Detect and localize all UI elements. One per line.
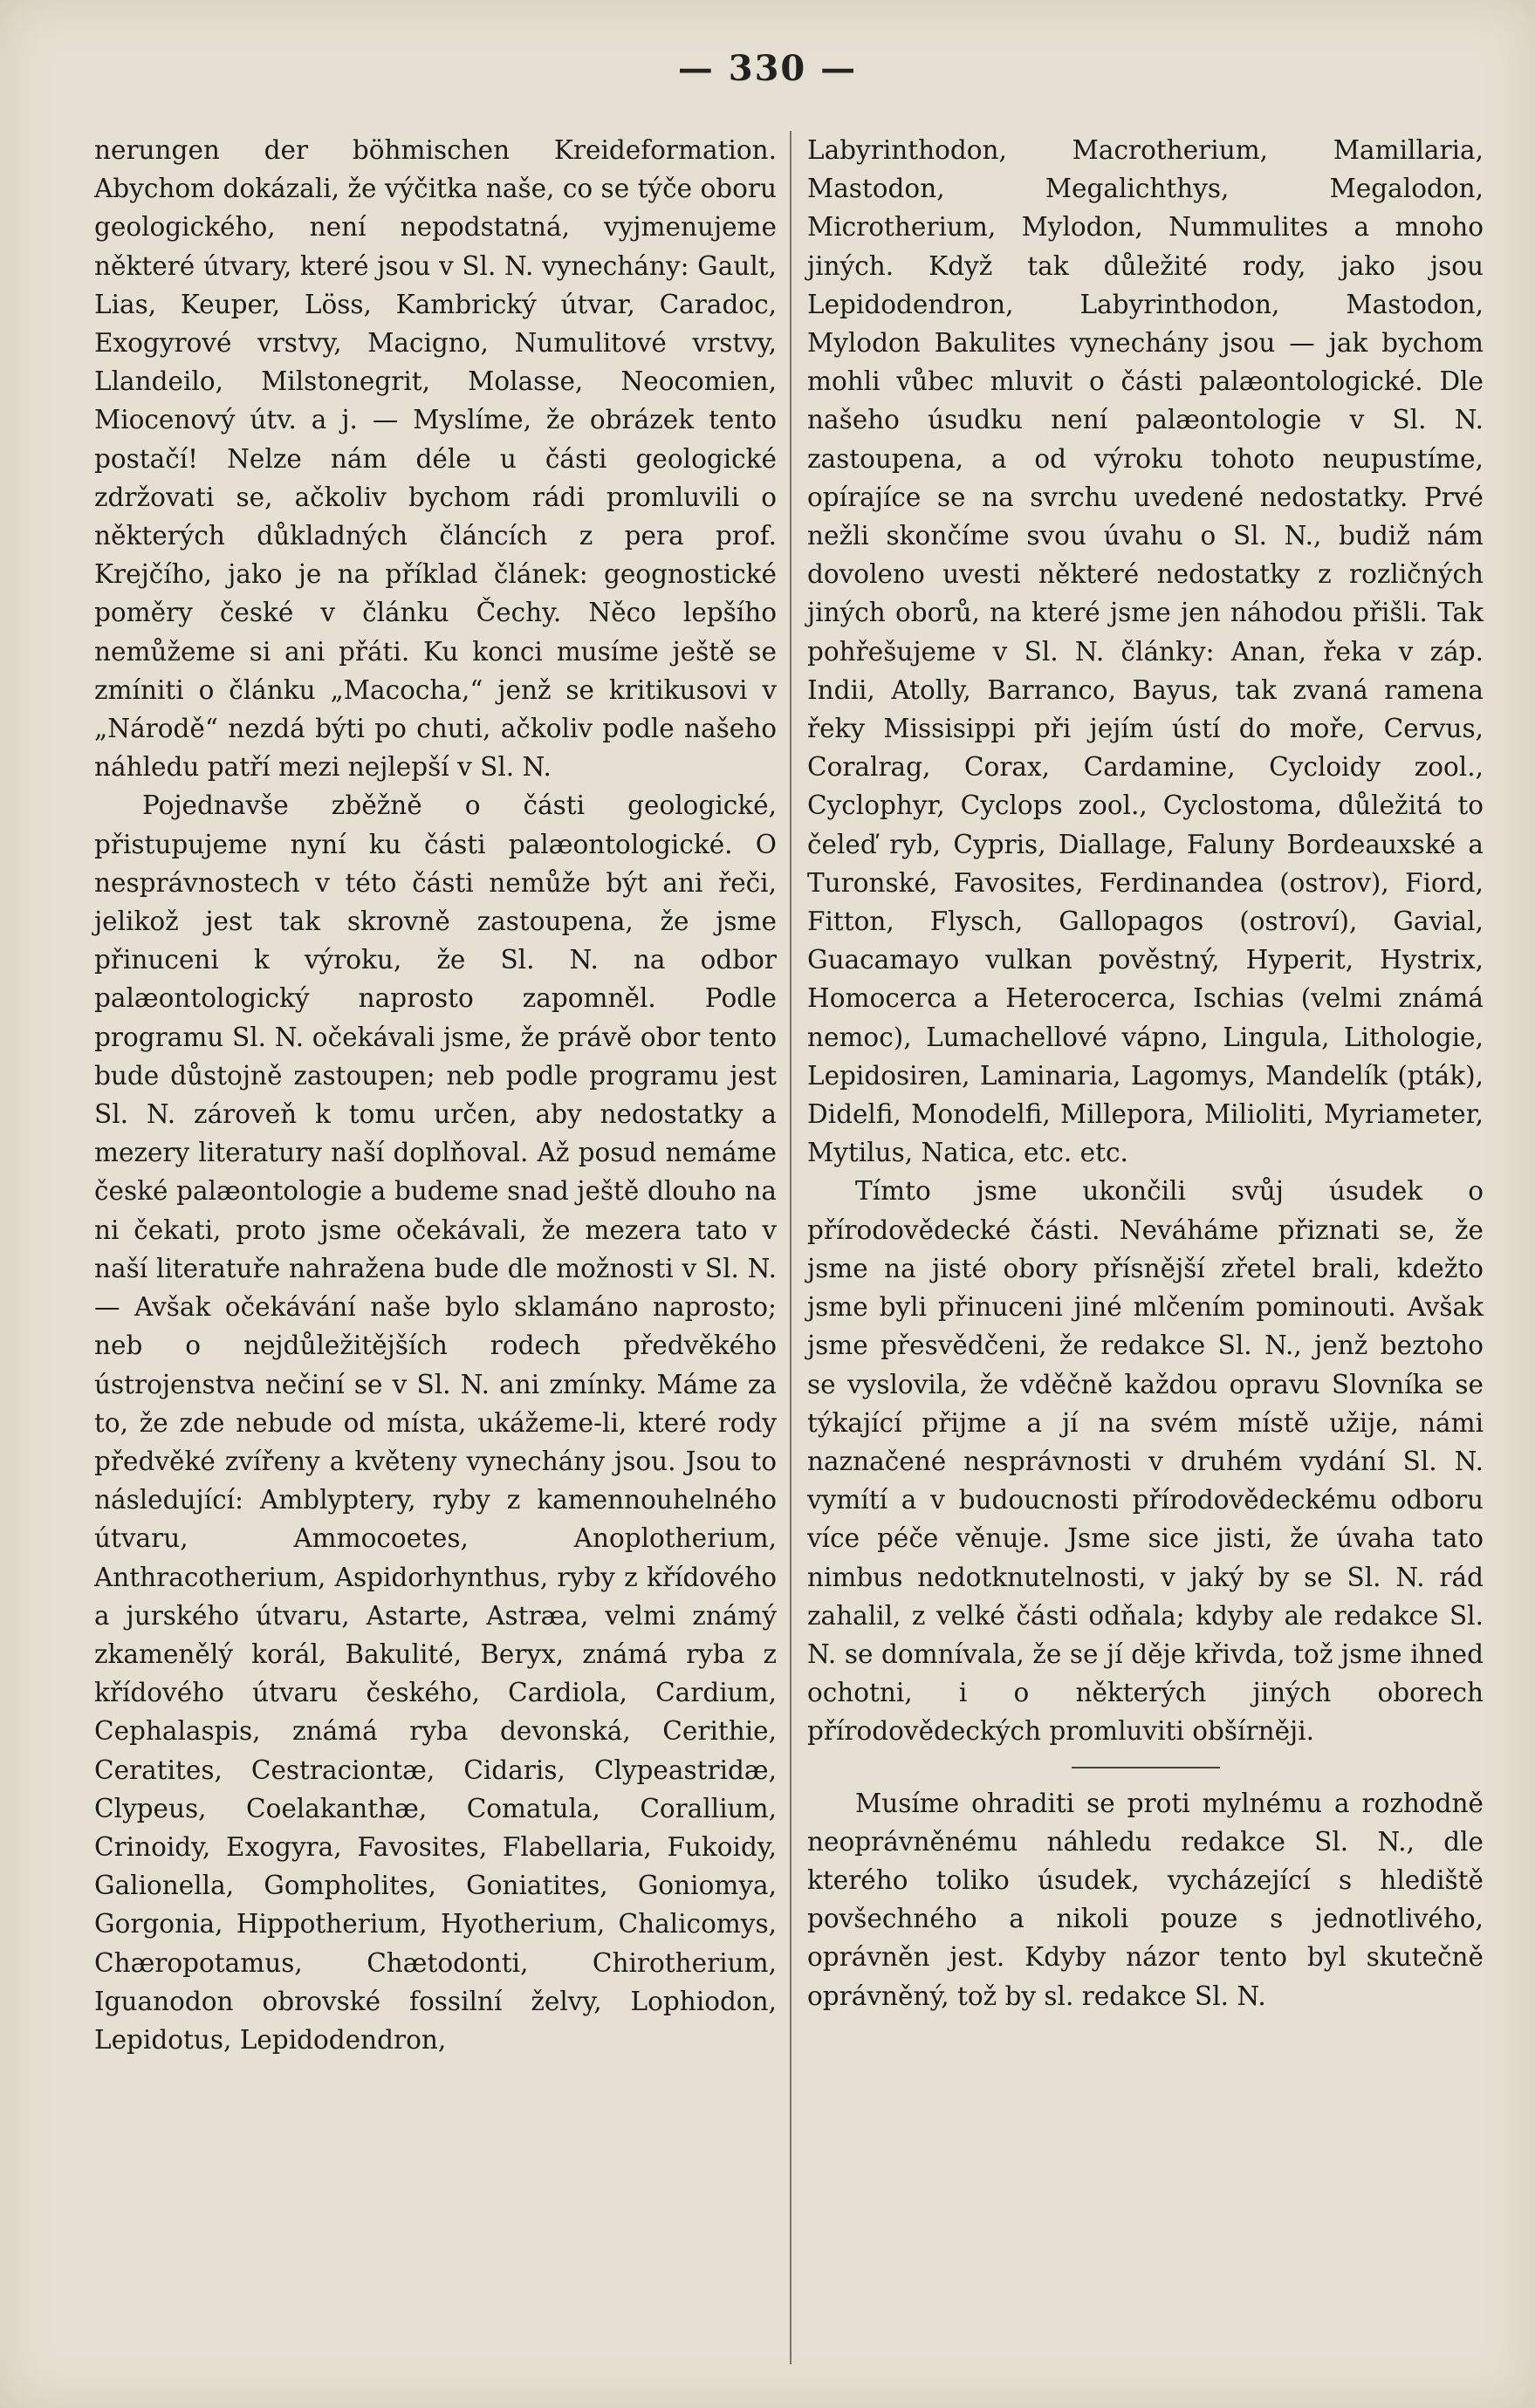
left-column xyxy=(94,131,777,2373)
column-divider xyxy=(790,131,791,2364)
right-column xyxy=(807,131,1484,2373)
paragraph: nerungen der böhmischen Kreideformation. Abychom dokázali, že výčitka naše, co se týče oboru geologického, není nepodstatná, vyjmenujeme některé útvary, které jsou v Sl. N. vynechány: Gault, Lias, Keuper, Löss, Kambrický útvar, Caradoc, Exogyrové vrstvy, Macigno, Numulitové vrstvy, Llandeilo, Milstonegrit, Molasse, Neocomien, Miocenový útv. a j. — Myslíme, že obrázek tento postačí! Nelze nám déle u části geologické zdržovati se, ačkoliv bychom rádi promluvili o některých důkladných článcích z pera prof. Krejčího, jako je na příklad článek: geognostické poměry české v článku Čechy. Něco lepšího nemůžeme si ani přáti. Ku konci musíme ještě se zmíniti o článku „Macocha,“ jenž se kritikusovi v „Národě“ nezdá býti po chuti, ačkoliv podle našeho náhledu patří mezi nejlepší v Sl. N. xyxy=(94,135,777,783)
paragraph: Musíme ohraditi se proti mylnému a rozhodně neoprávněnému náhledu redakce Sl. N., dle kterého toliko úsudek, vycházející s hlediště povšechného a nikoli pouze s jednotlivého, oprávněn jest. Kdyby názor tento byl skutečně oprávněný, tož by sl. redakce Sl. N. xyxy=(807,1788,1484,2011)
section-rule xyxy=(1072,1767,1220,1768)
paragraph: Pojednavše zběžně o části geologické, přistupujeme nyní ku části palæontologické. O nesprávnostech v této části nemůže být ani řeči, jelikož jest tak skrovně zastoupena, že jsme přinuceni k výroku, že Sl. N. na odbor palæontologický naprosto zapomněl. Podle programu Sl. N. očekávali jsme, že právě obor tento bude důstojně zastoupen; neb podle programu jest Sl. N. zároveň k tomu určen, aby nedostatky a mezery literatury naší doplňoval. Až posud nemáme české palæontologie a budeme snad ještě dlouho na ni čekati, proto jsme očekávali, že mezera tato v naší literatuře nahražena bude dle možnosti v Sl. N. — Avšak očekávání naše bylo sklamáno naprosto; neb o nejdůležitějších rodech předvěkého ústrojenstva nečiní se v Sl. N. ani zmínky. Máme za to, že zde nebude od místa, ukážeme-li, které rody předvěké zvířeny a květeny vynechány jsou. Jsou to následující: Amblyptery, ryby z kamennouhelného útvaru, Ammocoetes, Anoplotherium, Anthracotherium, Aspidorhynthus, ryby z křídového a jurského útvaru, Astarte, Astræa, velmi známý zkamenělý korál, Bakulité, Beryx, známá ryba z křídového útvaru českého, Cardiola, Cardium, Cephalaspis, známá ryba devonská, Cerithie, Ceratites, Cestraciontæ, Cidaris, Clypeastridæ, Clypeus, Coelakanthæ, Comatula, Corallium, Crinoidy, Exogyra, Favosites, Flabellaria, Fukoidy, Galionella, Gompholites, Goniatites, Goniomya, Gorgonia, Hippotherium, Hyotherium, Chalicomys, Chæropotamus, Chætodonti, Chirotherium, Iguanodon obrovské fossilní želvy, Lophiodon, Lepidotus, Lepidodendron, xyxy=(94,790,777,2055)
paragraph: Tímto jsme ukončili svůj úsudek o přírodovědecké části. Neváháme přiznati se, že jsme na jisté obory přísnější zřetel brali, kdežto jsme byli přinuceni jiné mlčením pominouti. Avšak jsme přesvědčeni, že redakce Sl. N., jenž beztoho se vyslovila, že vděčně každou opravu Slovníka se týkající přijme a jí na svém místě užije, námi naznačené nesprávnosti v druhém vydání Sl. N. vymítí a v budoucnosti přírodovědeckému odboru více péče věnuje. Jsme sice jisti, že úvaha tato nimbus nedotknutelnosti, v jaký by se Sl. N. rád zahalil, z velké části odňala; kdyby ale redakce Sl. N. se domnívala, že se jí děje křivda, tož jsme ihned ochotni, i o některých jiných oborech přírodovědeckých promluviti obšírněji. xyxy=(807,1176,1484,1747)
paragraph: Labyrinthodon, Macrotherium, Mamillaria, Mastodon, Megalichthys, Megalodon, Microtherium, Mylodon, Nummulites a mnoho jiných. Když tak důležité rody, jako jsou Lepidodendron, Labyrinthodon, Mastodon, Mylodon Bakulites vynechány jsou — jak bychom mohli vůbec mluvit o části palæontologické. Dle našeho úsudku není palæontologie v Sl. N. zastoupena, a od výroku tohoto neupustíme, opírajíce se na svrchu uvedené nedostatky. Prvé nežli skončíme svou úvahu o Sl. N., budiž nám dovoleno uvesti některé nedostatky z rozličných jiných oborů, na které jsme jen náhodou přišli. Tak pohřešujeme v Sl. N. články: Anan, řeka v záp. Indii, Atolly, Barranco, Bayus, tak zvaná ramena řeky Missisippi při jejím ústí do moře, Cervus, Coralrag, Corax, Cardamine, Cycloidy zool., Cyclophyr, Cyclops zool., Cyclostoma, důležitá to čeleď ryb, Cypris, Diallage, Faluny Bordeauxské a Turonské, Favosites, Ferdinandea (ostrov), Fiord, Fitton, Flysch, Gallopagos (ostroví), Gavial, Guacamayo vulkan pověstný, Hyperit, Hystrix, Homocerca a Heterocerca, Ischias (velmi známá nemoc), Lumachellové vápno, Lingula, Lithologie, Lepidosiren, Laminaria, Lagomys, Mandelík (pták), Didelfi, Monodelfi, Millepora, Milioliti, Myriameter, Mytilus, Natica, etc. etc. xyxy=(807,135,1484,1168)
page-number: — 330 — xyxy=(677,48,858,89)
